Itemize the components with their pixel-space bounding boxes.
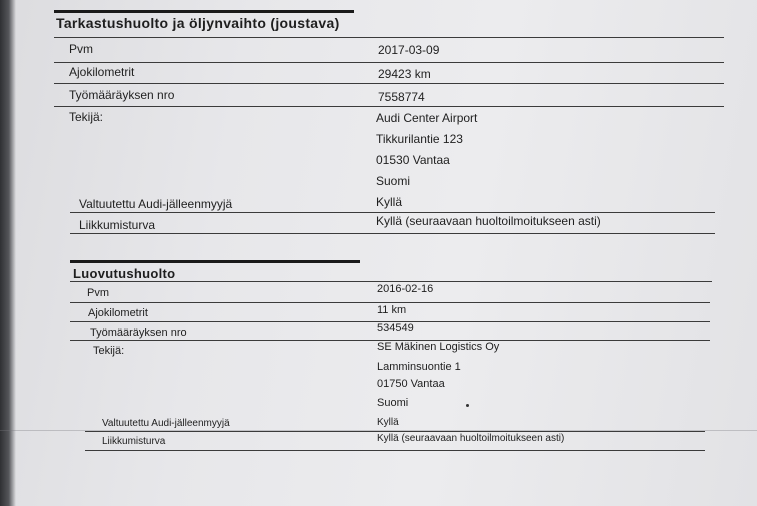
s1-tekija-line-3: 01530 Vantaa [376, 153, 450, 167]
s2-tekija-line-2: Lamminsuontie 1 [377, 361, 461, 373]
s1-tekija-line-4: Suomi [376, 174, 411, 188]
s1-tyomaarays-rule [54, 106, 724, 107]
section-1-title-bar [54, 10, 354, 13]
s1-tyomaarays-value: 7558774 [378, 90, 425, 104]
s2-liikkumisturva-label: Liikkumisturva [102, 436, 166, 447]
s1-valtuutettu-value: Kyllä [376, 195, 403, 209]
s2-pvm-value: 2016-02-16 [377, 283, 434, 295]
s1-liikkumisturva-rule [70, 233, 715, 234]
s2-pvm-rule [70, 302, 710, 303]
s1-valtuutettu-label: Valtuutettu Audi-jälleenmyyjä [79, 197, 233, 211]
s2-ajokilometrit-label: Ajokilometrit [88, 307, 148, 319]
s1-ajokilometrit-rule [54, 83, 724, 84]
s1-tekija-line-1: Audi Center Airport [376, 111, 478, 125]
s2-tyomaarays-value: 534549 [377, 322, 414, 334]
s2-liikkumisturva-value: Kyllä (seuraavaan huoltoilmoitukseen asti) [377, 433, 565, 444]
paper-speck [466, 404, 469, 407]
s2-tekija-line-4: Suomi [377, 397, 409, 409]
s1-pvm-label: Pvm [69, 42, 93, 56]
s1-pvm-rule [54, 62, 724, 63]
section-2-title-rule [70, 281, 712, 282]
s1-valtuutettu-rule [70, 212, 715, 213]
s1-pvm-value: 2017-03-09 [378, 43, 440, 57]
s2-tekija-line-1: SE Mäkinen Logistics Oy [377, 341, 500, 353]
section-2-title-bar [70, 260, 360, 263]
s1-tekija-line-2: Tikkurilantie 123 [376, 132, 463, 146]
s2-ajokilometrit-value: 11 km [377, 304, 407, 316]
s1-tekija-label: Tekijä: [69, 110, 104, 124]
s1-ajokilometrit-value: 29423 km [378, 67, 431, 81]
s2-tyomaarays-label: Työmääräyksen nro [90, 327, 187, 339]
s1-liikkumisturva-value: Kyllä (seuraavaan huoltoilmoitukseen asti) [376, 214, 601, 228]
s2-valtuutettu-label: Valtuutettu Audi-jälleenmyyjä [102, 418, 230, 429]
s2-tekija-label: Tekijä: [93, 345, 125, 357]
s1-ajokilometrit-label: Ajokilometrit [69, 65, 135, 79]
s1-liikkumisturva-label: Liikkumisturva [79, 218, 156, 232]
s2-valtuutettu-value: Kyllä [377, 417, 399, 428]
s2-liikkumisturva-rule [85, 450, 705, 451]
section-2-title: Luovutushuolto [73, 266, 176, 281]
section-1-title-rule [54, 37, 724, 38]
section-1-title: Tarkastushuolto ja öljynvaihto (joustava) [56, 15, 340, 31]
s2-pvm-label: Pvm [87, 287, 109, 299]
s2-valtuutettu-rule [85, 431, 705, 432]
s2-tekija-line-3: 01750 Vantaa [377, 378, 445, 390]
s1-tyomaarays-label: Työmääräyksen nro [69, 88, 175, 102]
